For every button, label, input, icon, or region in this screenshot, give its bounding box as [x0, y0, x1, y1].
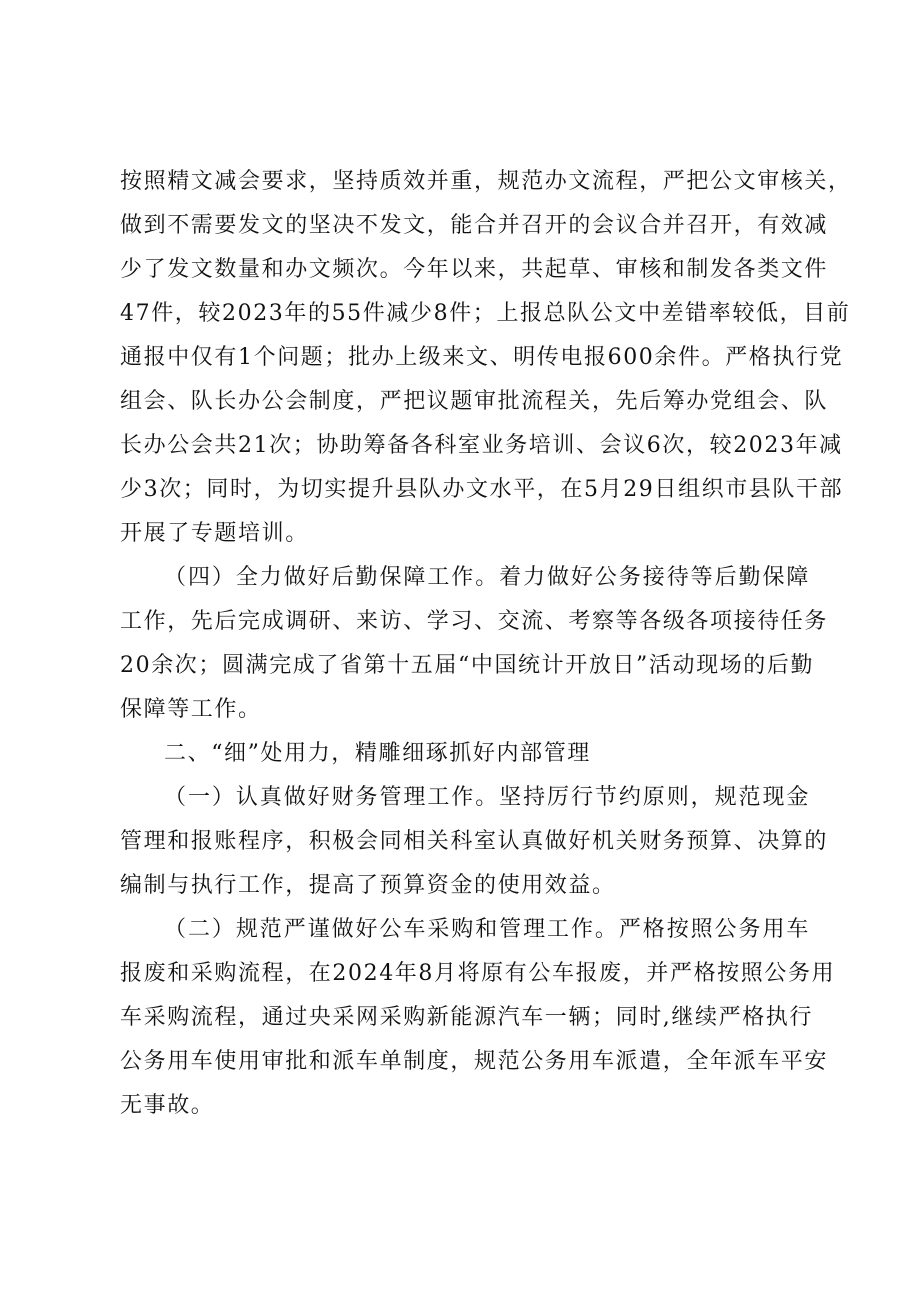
- text-line: 车采购流程，通过央采网采购新能源汽车一辆；同时,继续严格执行: [120, 1005, 813, 1030]
- text-line: 编制与执行工作，提高了预算资金的使用效益。: [120, 873, 616, 898]
- text-line: 无事故。: [120, 1093, 215, 1118]
- text-line: 工作，先后完成调研、来访、学习、交流、考察等各级各项接待任务: [120, 609, 829, 634]
- text-line: （一）认真做好财务管理工作。坚持厉行节约原则，规范现金: [164, 785, 810, 810]
- text-line: 保障等工作。: [120, 697, 262, 722]
- text-line: 报废和采购流程，在2024年8月将原有公车报废，并严格按照公务用: [120, 961, 836, 986]
- text-line: 按照精文减会要求，坚持质效并重，规范办文流程，严把公文审核关，: [120, 169, 852, 194]
- text-line: 长办公会共21次；协助筹备各科室业务培训、会议6次，较2023年减: [120, 433, 843, 458]
- text-line: 做到不需要发文的坚决不发文，能合并召开的会议合并召开，有效减: [120, 213, 829, 238]
- text-line: 少3次；同时，为切实提升县队办文水平，在5月29日组织市县队干部: [120, 477, 844, 502]
- text-line: 组会、队长办公会制度，严把议题审批流程关，先后筹办党组会、队: [120, 389, 829, 414]
- paragraph-finance: [120, 776, 829, 908]
- paragraph-vehicles: [120, 908, 836, 1128]
- text-line: 公务用车使用审批和派车单制度，规范公务用车派遣，全年派车平安: [120, 1049, 829, 1074]
- text-line: 47件，较2023年的55件减少8件；上报总队公文中差错率较低，目前: [120, 301, 851, 326]
- section-heading: [120, 732, 810, 776]
- text-line: 少了发文数量和办文频次。今年以来，共起草、审核和制发各类文件: [120, 257, 829, 282]
- text-line: 通报中仅有1个问题；批办上级来文、明传电报600余件。严格执行党: [120, 345, 844, 370]
- paragraph-logistics: [120, 556, 829, 732]
- text-line: 开展了专题培训。: [120, 521, 309, 546]
- document-body: [120, 160, 852, 1128]
- text-line: （二）规范严谨做好公车采购和管理工作。严格按照公务用车: [164, 917, 810, 942]
- text-line: 管理和报账程序，积极会同相关科室认真做好机关财务预算、决算的: [120, 829, 829, 854]
- text-line: 20余次；圆满完成了省第十五届“中国统计开放日”活动现场的后勤: [120, 653, 815, 678]
- paragraph-office-work: [120, 160, 852, 556]
- text-line: 二、“细”处用力，精雕细琢抓好内部管理: [164, 741, 591, 766]
- text-line: （四）全力做好后勤保障工作。着力做好公务接待等后勤保障: [164, 565, 810, 590]
